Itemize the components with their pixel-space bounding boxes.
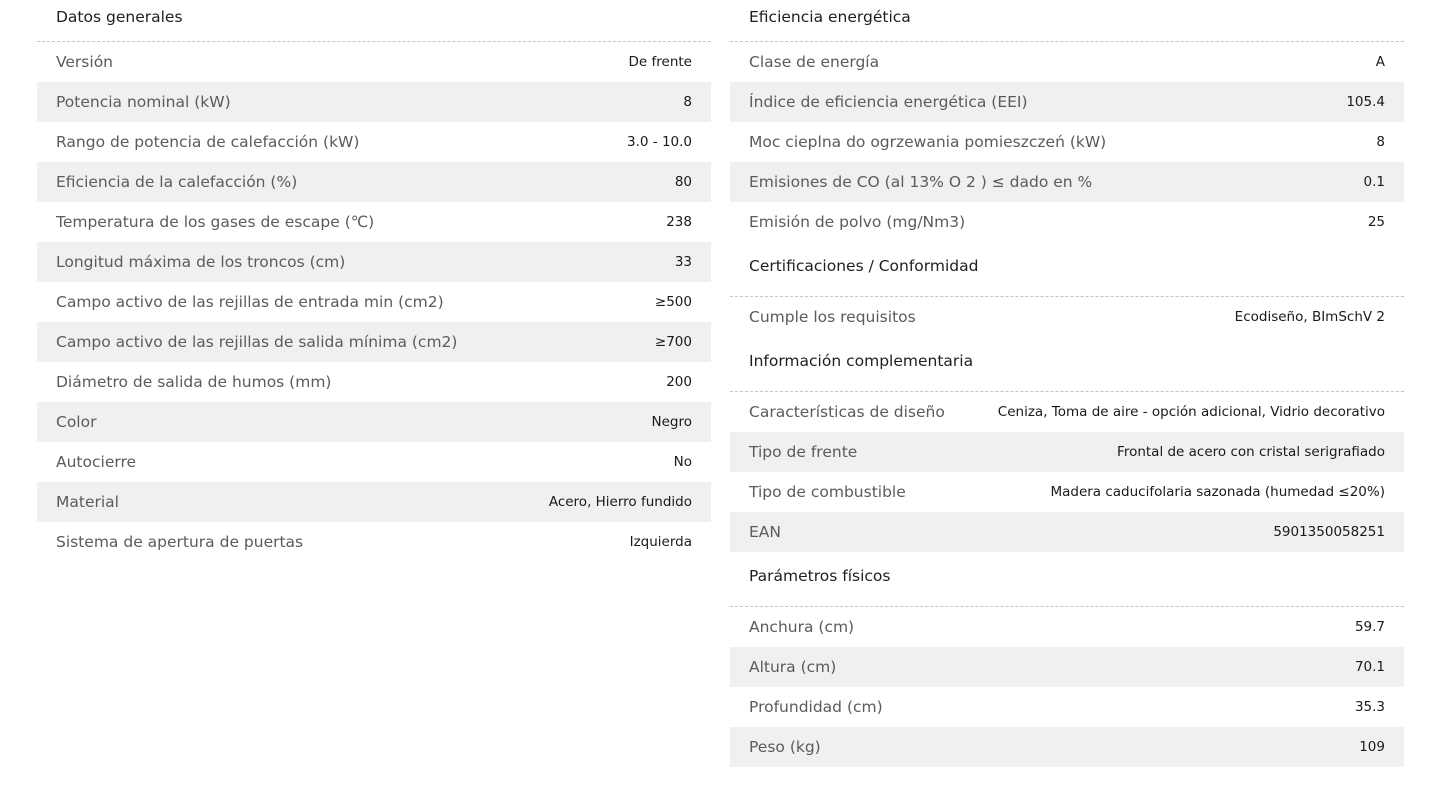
spec-label: Rango de potencia de calefacción (kW)	[56, 133, 360, 151]
spec-row-door-opening	[37, 522, 711, 562]
section-title-additional-info: Información complementaria	[730, 337, 1404, 392]
spec-label: Potencia nominal (kW)	[56, 93, 231, 111]
spec-label: Material	[56, 493, 119, 511]
spec-row-weight	[730, 727, 1404, 767]
spec-value: Negro	[651, 414, 692, 430]
spec-label: Índice de eficiencia energética (EEI)	[749, 93, 1028, 111]
spec-value: Madera caducifolaria sazonada (humedad ≤20%)	[1050, 484, 1385, 500]
spec-value: 59.7	[1354, 619, 1385, 635]
spec-row-design-features	[730, 392, 1404, 432]
spec-value: 109	[1359, 739, 1385, 755]
spec-label: Color	[56, 413, 97, 431]
section-title-physical: Parámetros físicos	[730, 552, 1404, 607]
spec-value: 5901350058251	[1273, 524, 1385, 540]
spec-value: ≥700	[654, 334, 692, 350]
spec-row-power-range	[37, 122, 711, 162]
spec-row-energy-class	[730, 42, 1404, 82]
spec-label: Altura (cm)	[749, 658, 837, 676]
spec-row-ean	[730, 512, 1404, 552]
spec-label: Clase de energía	[749, 53, 880, 71]
spec-label: Cumple los requisitos	[749, 308, 916, 326]
spec-value: 238	[666, 214, 692, 230]
spec-value: Izquierda	[629, 534, 692, 550]
spec-label: Versión	[56, 53, 113, 71]
spec-value: 80	[674, 174, 692, 190]
specs-right-column	[730, 0, 1404, 767]
spec-label: Tipo de combustible	[749, 483, 906, 501]
spec-row-version	[37, 42, 711, 82]
spec-value: 70.1	[1354, 659, 1385, 675]
spec-label: Profundidad (cm)	[749, 698, 883, 716]
spec-value: 105.4	[1346, 94, 1385, 110]
spec-label: Tipo de frente	[749, 443, 858, 461]
spec-label: Autocierre	[56, 453, 137, 471]
spec-row-fuel-type	[730, 472, 1404, 512]
spec-row-dust-emission	[730, 202, 1404, 242]
spec-row-color	[37, 402, 711, 442]
spec-value: 0.1	[1363, 174, 1385, 190]
spec-row-heating-efficiency	[37, 162, 711, 202]
spec-label: Campo activo de las rejillas de entrada min (cm2)	[56, 293, 444, 311]
spec-row-inlet-grille	[37, 282, 711, 322]
spec-row-max-log-length	[37, 242, 711, 282]
spec-row-width	[730, 607, 1404, 647]
spec-label: Diámetro de salida de humos (mm)	[56, 373, 332, 391]
spec-label: Sistema de apertura de puertas	[56, 533, 304, 551]
spec-row-front-type	[730, 432, 1404, 472]
spec-label: Moc cieplna do ogrzewania pomieszczeń (kW)	[749, 133, 1107, 151]
spec-label: Campo activo de las rejillas de salida mínima (cm2)	[56, 333, 458, 351]
spec-row-outlet-grille	[37, 322, 711, 362]
spec-value: 8	[683, 94, 692, 110]
spec-label: Eficiencia de la calefacción (%)	[56, 173, 298, 191]
spec-value: 35.3	[1354, 699, 1385, 715]
spec-label: Características de diseño	[749, 403, 945, 421]
spec-row-requirements	[730, 297, 1404, 337]
spec-value: 8	[1376, 134, 1385, 150]
spec-row-co-emissions	[730, 162, 1404, 202]
spec-label: Emisiones de CO (al 13% O 2 ) ≤ dado en %	[749, 173, 1093, 191]
spec-value: Ecodiseño, BImSchV 2	[1234, 309, 1385, 325]
spec-value: A	[1375, 54, 1385, 70]
spec-row-height	[730, 647, 1404, 687]
general-data-column	[37, 0, 711, 562]
spec-label: Emisión de polvo (mg/Nm3)	[749, 213, 966, 231]
spec-row-flue-diameter	[37, 362, 711, 402]
spec-value: Acero, Hierro fundido	[548, 494, 692, 510]
spec-label: Temperatura de los gases de escape (℃)	[56, 213, 375, 231]
spec-row-room-heat-output	[730, 122, 1404, 162]
spec-value: Frontal de acero con cristal serigrafiado	[1117, 444, 1385, 460]
spec-value: No	[673, 454, 692, 470]
spec-label: Peso (kg)	[749, 738, 821, 756]
spec-row-self-closing	[37, 442, 711, 482]
spec-row-nominal-power	[37, 82, 711, 122]
spec-value: ≥500	[654, 294, 692, 310]
section-title-certifications: Certificaciones / Conformidad	[730, 242, 1404, 297]
spec-row-exhaust-temperature	[37, 202, 711, 242]
spec-value: De frente	[628, 54, 692, 70]
spec-value: 200	[666, 374, 692, 390]
section-title-general: Datos generales	[37, 0, 711, 42]
spec-row-depth	[730, 687, 1404, 727]
spec-value: 3.0 - 10.0	[627, 134, 692, 150]
spec-row-eei	[730, 82, 1404, 122]
spec-label: Longitud máxima de los troncos (cm)	[56, 253, 346, 271]
spec-value: 25	[1367, 214, 1385, 230]
section-title-energy: Eficiencia energética	[730, 0, 1404, 42]
spec-label: Anchura (cm)	[749, 618, 855, 636]
spec-value: Ceniza, Toma de aire - opción adicional, Vidrio decorativo	[997, 404, 1385, 420]
spec-label: EAN	[749, 523, 781, 541]
spec-value: 33	[674, 254, 692, 270]
spec-row-material	[37, 482, 711, 522]
